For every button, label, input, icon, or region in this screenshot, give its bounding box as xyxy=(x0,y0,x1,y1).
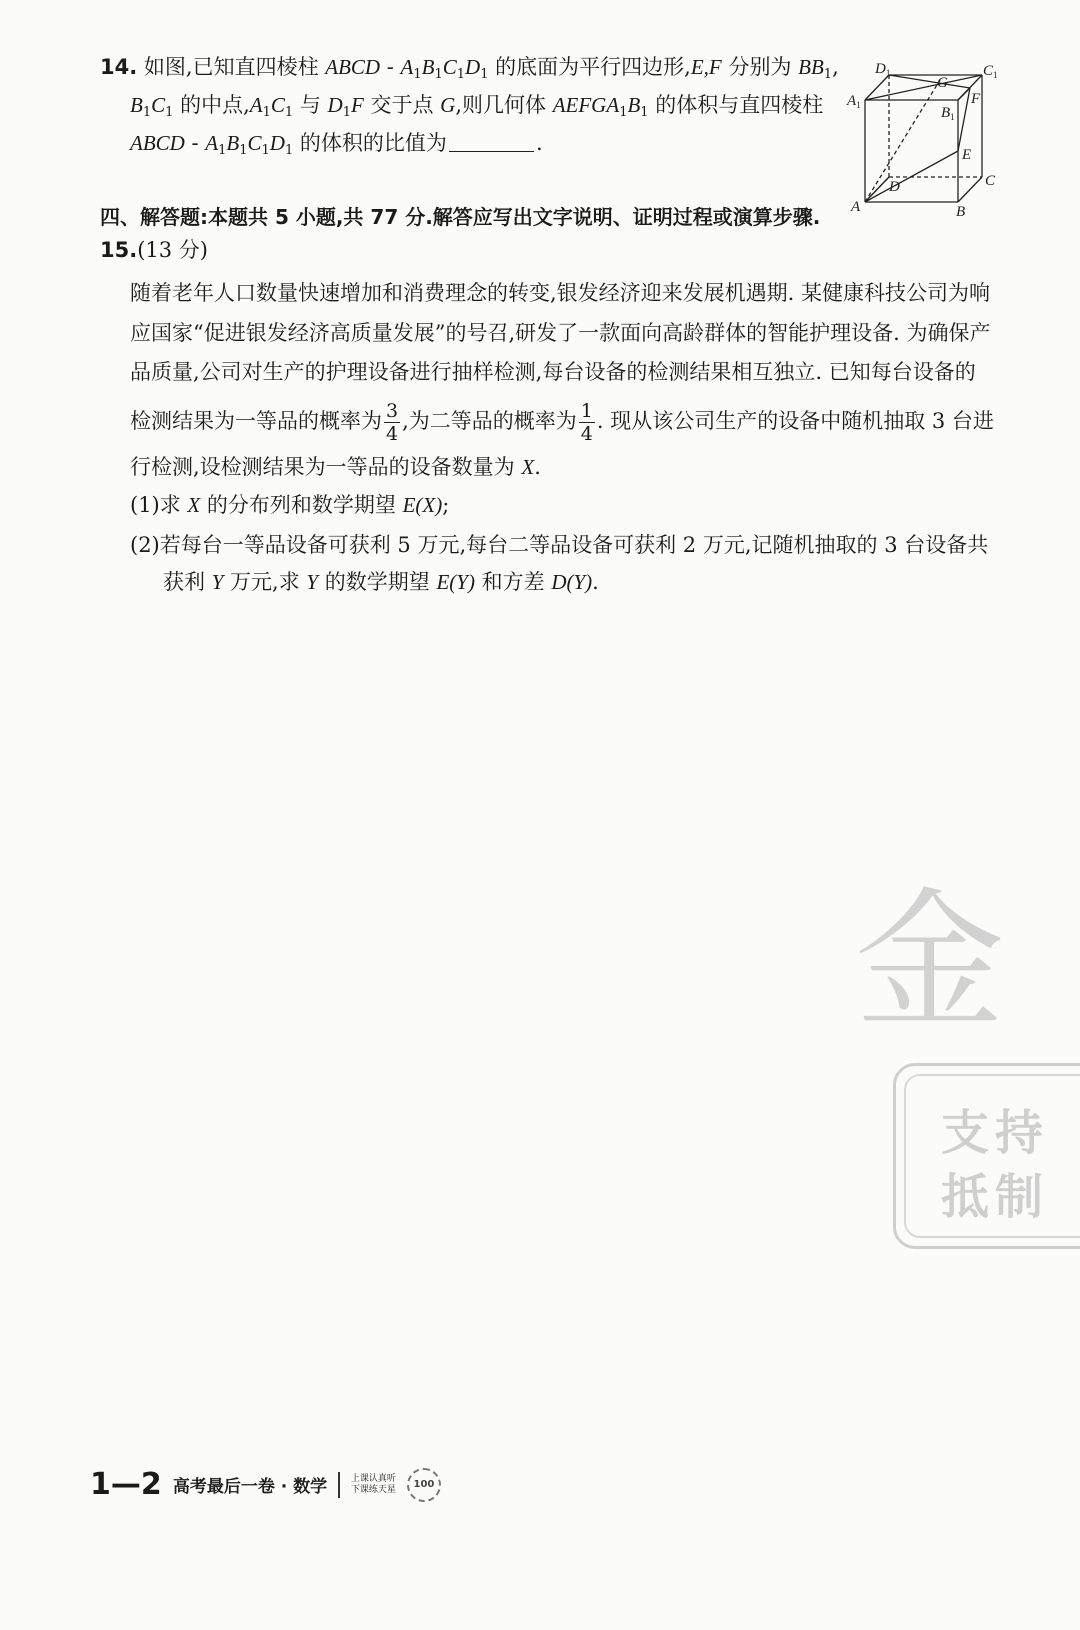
answer-blank xyxy=(449,133,534,152)
label-C1: $C_1$ xyxy=(983,63,998,80)
label-D1: $D_1$ xyxy=(875,61,891,78)
footer-logo-badge: 100 xyxy=(407,1468,441,1502)
q15-part-2-line-2: 获利 Y 万元,求 Y 的数学期望 E(Y) 和方差 D(Y). xyxy=(163,570,599,594)
q15-part-2-line-1: (2)若每台一等品设备可获利 5 万元,每台二等品设备可获利 2 万元,记随机抽取的 3 台设备共 xyxy=(130,533,989,557)
label-B1: $B_1$ xyxy=(941,105,955,122)
book-title: 高考最后一卷 · 数学 xyxy=(172,1477,328,1497)
label-E: E xyxy=(962,147,972,163)
label-D: D xyxy=(889,179,900,195)
q14-line-1: 14. 如图,已知直四棱柱 ABCD - $A_1B_1C_1D_1$ 的底面为平行四边形,E,F 分别为 $BB_1$, xyxy=(100,55,839,82)
q14-line-3: ABCD - $A_1B_1C_1D_1$ 的体积的比值为 . xyxy=(130,131,543,158)
page-footer xyxy=(90,1467,441,1502)
label-C: C xyxy=(985,173,996,189)
label-B: B xyxy=(956,204,966,220)
fraction-three-quarters: $\frac{3}{4}$ xyxy=(386,400,399,445)
question-number: 14. xyxy=(100,55,138,79)
q15-para-line-5: 行检测,设检测结果为一等品的设备数量为 X. xyxy=(130,455,541,479)
watermark-box: 支持 抵制 xyxy=(893,1063,1080,1249)
q15-para-line-2: 应国家“促进银发经济高质量发展”的号召,研发了一款面向高龄群体的智能护理设备. 为确保产 xyxy=(130,321,991,345)
section-heading: 四、解答题:本题共 5 小题,共 77 分.解答应写出文字说明、证明过程或演算步骤. xyxy=(100,205,821,229)
q15-para-line-3: 品质量,公司对生产的护理设备进行抽样检测,每台设备的检测结果相互独立. 已知每台设备的 xyxy=(130,360,976,384)
question-score: (13 分) xyxy=(137,238,208,262)
q15-part-1: (1)求 X 的分布列和数学期望 E(X); xyxy=(130,493,450,517)
question-number: 15. xyxy=(100,238,138,262)
label-G: G xyxy=(937,75,948,91)
q15-header xyxy=(100,235,208,265)
label-F: F xyxy=(971,91,981,107)
footer-slogan: 上课认真听 下课练天星 xyxy=(350,1473,396,1495)
watermark-glyph: 金 xyxy=(855,875,1006,1049)
q14-line-2: $B_1C_1$ 的中点$,A_1C_1$ 与 $D_1F$ 交于点 G,则几何体 $AEFGA_1B_1$ 的体积与直四棱柱 xyxy=(130,93,824,120)
label-A1: $A_1$ xyxy=(847,93,861,110)
q15-para-line-1: 随着老年人口数量快速增加和消费理念的转变,银发经济迎来发展机遇期. 某健康科技公司为响 xyxy=(130,281,991,305)
q15-para-line-4: 检测结果为一等品的概率为 $\frac{3}{4}$ ,为二等品的概率为 $\frac{1}{4}$ . 现从该公司生产的设备中随机抽取 3 台进 xyxy=(130,400,994,445)
fraction-one-quarter: $\frac{1}{4}$ xyxy=(580,400,593,445)
footer-divider xyxy=(338,1472,340,1498)
label-A: A xyxy=(851,199,861,215)
prism-figure xyxy=(845,55,1010,225)
page-number: 1—2 xyxy=(90,1467,162,1502)
